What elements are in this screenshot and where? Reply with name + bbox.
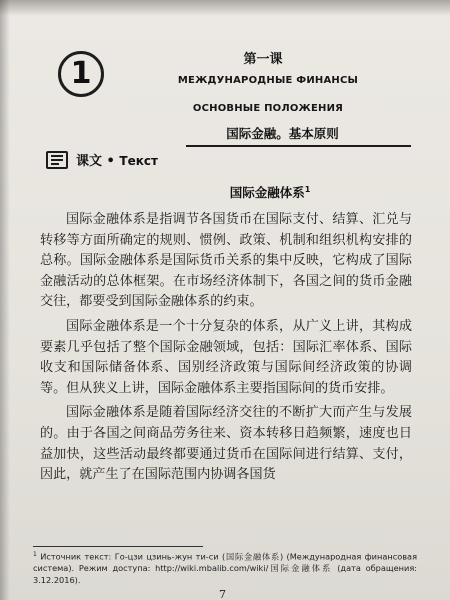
footnote-rule (33, 546, 203, 547)
section-label-ru: Текст (119, 154, 158, 168)
article-title-text: 国际金融体系 (229, 185, 305, 200)
article-body (40, 210, 412, 490)
page-top-edge (0, 0, 450, 16)
footnote-reference: 1 (304, 184, 311, 194)
lesson-title: 第一课 (243, 52, 283, 67)
page-shadow (0, 0, 10, 600)
footnote-mark: 1 (33, 551, 37, 558)
paragraph: 国际金融体系是一个十分复杂的体系，从广义上讲，其构成要素几乎包括了整个国际金融领域，包括：国际汇率体系、国际收支和国际储备体系、国别经济政策与国际间经济政策的协调等。但从狭义上讲，国际金融体系主要指国际间的货币安排。 (40, 318, 412, 396)
page-number: 7 (219, 588, 226, 600)
lesson-number-badge: 1 (58, 51, 104, 97)
section-heading (76, 150, 158, 169)
section-label-cn: 课文 (76, 154, 103, 169)
russian-title-line-2: ОСНОВНЫЕ ПОЛОЖЕНИЯ (192, 103, 344, 114)
chinese-subtitle: 国际金融。基本原则 (226, 126, 339, 141)
article-title (170, 183, 370, 201)
russian-title-line-1: МЕЖДУНАРОДНЫЕ ФИНАНСЫ (177, 75, 359, 86)
paragraph: 国际金融体系是指调节各国货币在国际支付、结算、汇兑与转移等方面所确定的规则、惯例、政策、机制和组织机构安排的总称。国际金融体系是国际货币关系的集中反映，它构成了国际金融活动的总体框架。在市场经济体制下，各国之间的货币金融交往，都要受到国际金融体系的约束。 (40, 212, 412, 310)
section-separator: • (102, 154, 120, 169)
footnote-text: Источник текст: Го-цзи цзинь-жун ти-си (国际金融体系) (Международная финансовая система). Режим доступа: http://wiki.mbalib.com/wiki/国际金融体系 (дата обращения: 3.12.2016). (33, 551, 417, 585)
document-icon (46, 151, 68, 169)
subtitle-rule (186, 145, 411, 147)
paragraph: 国际金融体系是随着国际经济交往的不断扩大而产生与发展的。由于各国之间商品劳务往来、资本转移日趋频繁，速度也日益加快，这些活动最终都要通过货币在国际间进行结算、支付，因此，就产生了在国际范围内协调各国货 (40, 405, 412, 483)
footnote (33, 549, 417, 586)
